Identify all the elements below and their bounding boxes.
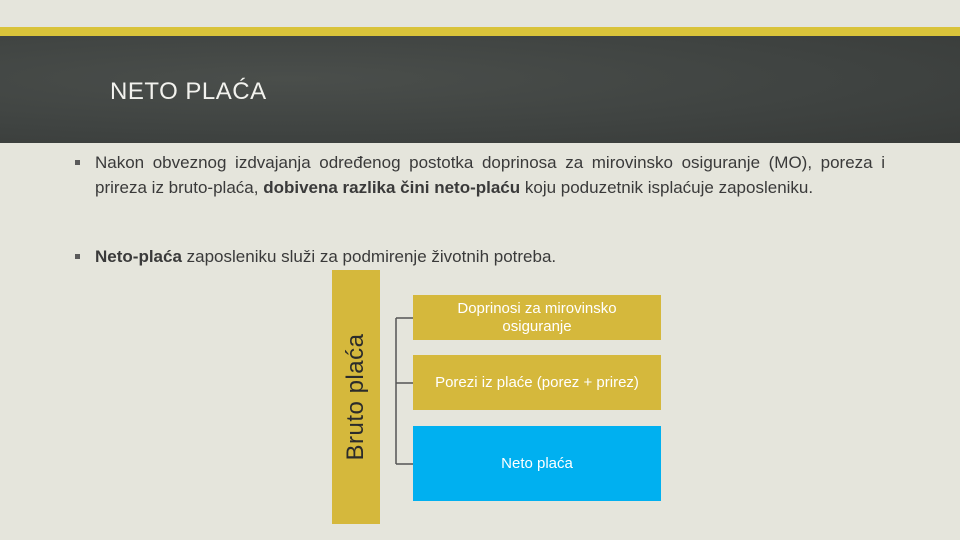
bullet-1-part-3: koju poduzetnik isplaćuje zaposleniku.: [520, 178, 814, 197]
diagram-box-neto-placa: [413, 426, 661, 501]
diagram-box-label: Neto plaća: [501, 454, 573, 472]
bullet-2-part-1: Neto-plaća: [95, 247, 182, 266]
diagram-box-label: Doprinosi za mirovinsko osiguranje: [457, 299, 617, 335]
diagram-box-doprinosi: [413, 295, 661, 340]
bullet-1-part-2: dobivena razlika čini neto-plaću: [263, 178, 521, 197]
bullet-1-part-1: Nakon obveznog izdvajanja određenog postotka doprinosa za mirovinsko osiguranje (MO), poreza i prireza iz bruto-plaća,: [95, 153, 885, 197]
diagram-root-label: Bruto plaća: [342, 333, 369, 461]
diagram-box-label: Porezi iz plaće (porez + prirez): [435, 373, 639, 391]
diagram-box-porezi: [413, 355, 661, 410]
slide-title: NETO PLAĆA: [110, 78, 267, 105]
bullet-2-part-2: zaposleniku služi za podmirenje životnih potreba.: [181, 247, 557, 266]
